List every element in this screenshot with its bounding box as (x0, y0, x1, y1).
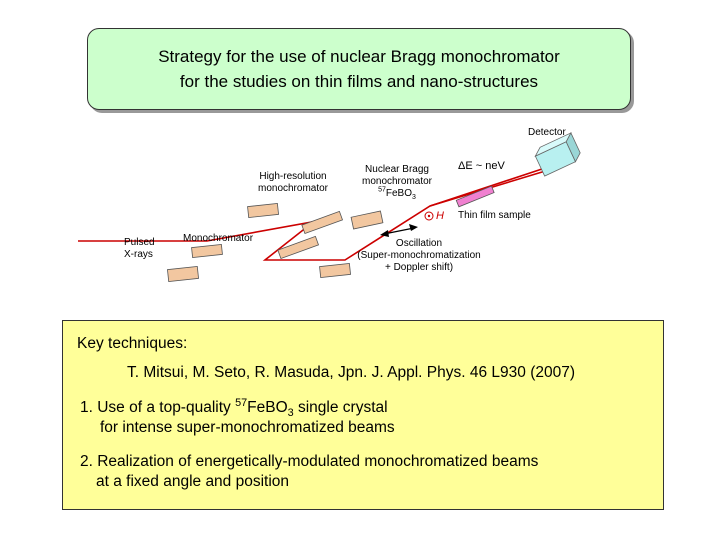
oscillation-label-line-3: + Doppler shift) (384, 262, 454, 273)
title-line-1: Strategy for the use of nuclear Bragg monochromator (158, 47, 560, 66)
technique-1 (80, 396, 388, 420)
technique-1-line-2: for intense super-monochromatized beams (100, 419, 395, 436)
key-techniques-box (62, 320, 664, 510)
formula-subscript: 3 (412, 194, 416, 201)
nuclear-bragg-label-line-2: monochromator (361, 176, 433, 187)
nuclear-bragg-label-line-1: Nuclear Bragg (365, 164, 429, 175)
key-heading: Key techniques: (77, 335, 188, 352)
high-res-label-line-2: monochromator (257, 183, 329, 194)
technique-1-isotope: 57 (235, 396, 248, 409)
oscillation-arrowhead-right (409, 224, 418, 231)
high-res-crystal-1 (248, 203, 279, 217)
technique-1-prefix: 1. Use of a top-quality (80, 399, 236, 416)
oscillation-arrow (384, 228, 414, 234)
pulsed-x-rays-label-line-2: X-rays (124, 249, 153, 260)
oscillation-label-line-1: Oscillation (395, 238, 443, 249)
oscillation-label (340, 238, 498, 274)
nuclear-bragg-crystal (351, 211, 383, 229)
technique-2-line-2: at a fixed angle and position (96, 473, 290, 490)
pulsed-x-rays-label (124, 237, 155, 261)
high-res-crystal-2 (302, 211, 343, 233)
nuclear-bragg-label (357, 164, 437, 200)
technique-1-suffix: single crystal (293, 399, 388, 416)
monochromator-crystal-1 (192, 244, 223, 257)
reference-citation: T. Mitsui, M. Seto, R. Masuda, Jpn. J. Appl. Phys. 46 L930 (2007) (127, 364, 575, 381)
isotope-number: 57 (378, 186, 386, 194)
title-line-2: for the studies on thin films and nano-structures (179, 72, 539, 91)
oscillation-label-line-2: (Super-monochromatization (357, 250, 481, 261)
oscillation-arrowhead-left (380, 230, 389, 237)
technique-1-formula: FeBO (247, 399, 288, 416)
magnetic-field-label: H (436, 210, 444, 222)
high-res-label (248, 171, 338, 195)
monochromator-crystal-2 (167, 266, 198, 281)
technique-2: 2. Realization of energetically-modulated monochromatized beams (80, 453, 539, 470)
delta-e-label: ΔE ~ neV (458, 160, 505, 172)
pulsed-x-rays-label-line-1: Pulsed (124, 237, 155, 248)
chemical-formula: FeBO (385, 188, 412, 199)
nuclear-bragg-label-formula (357, 188, 437, 200)
detector-beam (430, 168, 545, 206)
technique-1-subscript: 3 (287, 407, 294, 420)
high-res-label-line-1: High-resolution (259, 171, 327, 182)
high-res-crystal-3 (278, 236, 319, 258)
monochromator-label: Monochromator (183, 233, 254, 244)
field-dot (428, 215, 430, 217)
thin-film-label: Thin film sample (458, 210, 531, 221)
detector-label: Detector (528, 127, 566, 138)
